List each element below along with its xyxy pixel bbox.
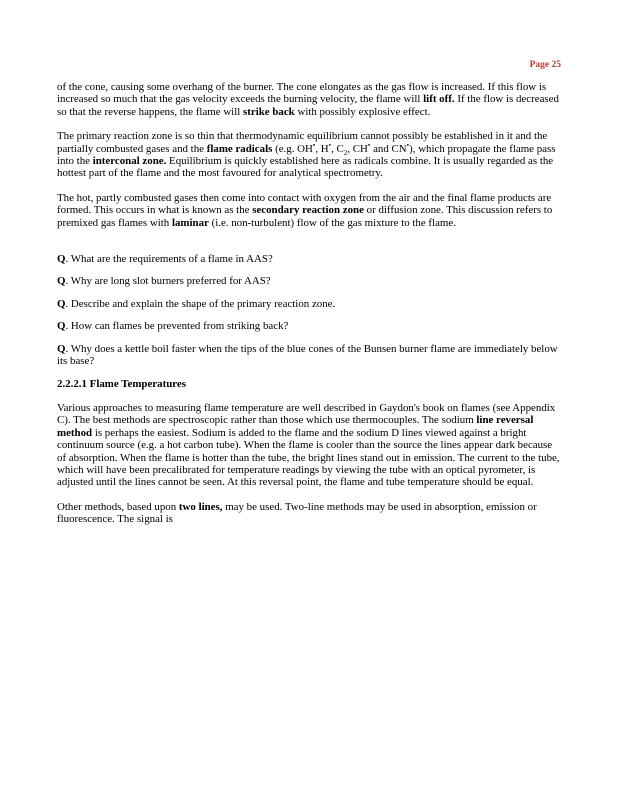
paragraph-line-reversal: Various approaches to measuring flame temperature are well described in Gaydon's book on flames (see Appendix C). The best methods are spectroscopic rather than those which use thermocouples. The sodium line reversal method is perhaps the easiest. Sodium is added to the flame and the sodium D lines viewed against a bright continuum source (e.g. a hot carbon tube). When the flame is cooler than the source the lines appear dark because of absorption. When the flame is hotter than the tube, the bright lines stand out in emission. The current to the tube, which will have been precalibrated for temperature readings by viewing the tube with an optical pyrometer, is adjusted until the lines cannot be seen. At this reversal point, the flame and tube temperature should be equal. (57, 401, 560, 489)
question-item: Q. How can flames be prevented from striking back? (57, 320, 289, 333)
radical-dot: • (406, 141, 410, 149)
term-line-reversal-method: line reversal method (57, 414, 534, 439)
section-heading: 2.2.2.1 Flame Temperatures (57, 377, 186, 390)
term-secondary-reaction-zone: secondary reaction zone (252, 204, 364, 217)
paragraph-secondary-reaction-zone: The hot, partly combusted gases then come into contact with oxygen from the air and the final flame products are formed. This occurs in what is known as the secondary reaction zone or diffusion zone. This discussion refers to premixed gas flames with laminar (i.e. non-turbulent) flow of the gas mixture to the flame. (57, 191, 553, 229)
question-item: Q. Describe and explain the shape of the primary reaction zone. (57, 297, 336, 310)
question-item: Q. Why does a kettle boil faster when the tips of the blue cones of the Bunsen burner flame are immediately below its base? (57, 342, 558, 368)
paragraph-flame-lift-off: of the cone, causing some overhang of the burner. The cone elongates as the gas flow is increased. If this flow is increased so much that the gas velocity exceeds the burning velocity, the flame will lift off. If the flow is decreased so that the reverse happens, the flame will strike back with possibly explosive effect. (57, 81, 559, 118)
subscript-two: 2 (343, 148, 348, 157)
term-interconal-zone: interconal zone. (92, 155, 167, 168)
term-strike-back: strike back (243, 105, 295, 118)
radical-dot: • (367, 141, 371, 149)
page-number: Page 25 (529, 60, 561, 70)
radical-dot: • (312, 141, 316, 149)
document-body (57, 81, 562, 538)
question-item: Q. What are the requirements of a flame in AAS? (57, 253, 273, 266)
term-lift-off: lift off. (423, 93, 455, 106)
term-flame-radicals: flame radicals (206, 142, 273, 155)
paragraph-two-line-methods: Other methods, based upon two lines, may be used. Two-line methods may be used in absorption, emission or fluorescence. The signal is (57, 500, 537, 526)
radical-dot: • (328, 141, 332, 149)
term-laminar: laminar (171, 216, 209, 229)
paragraph-primary-reaction-zone: The primary reaction zone is so thin that thermodynamic equilibrium cannot possibly be established in it and the partially combusted gases and the flame radicals (e.g. OH•, H•, $C_2$, CH• and CN•), which propagate the flame pass into the interconal zone. Equilibrium is quickly established here as radicals combine. It is usually regarded as the hottest part of the flame and the most favoured for analytical spectrometry. (57, 130, 556, 180)
question-item: Q. Why are long slot burners preferred for AAS? (57, 275, 271, 288)
term-two-lines: two lines, (178, 500, 223, 513)
